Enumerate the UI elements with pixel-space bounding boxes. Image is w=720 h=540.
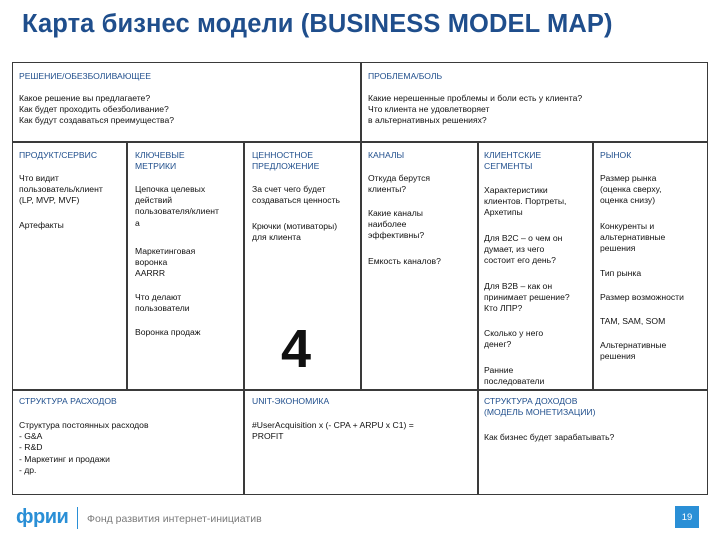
- metrics-item-user-actions: Что делают пользователи: [135, 292, 190, 314]
- page-title: Карта бизнес модели (BUSINESS MODEL MAP): [22, 10, 613, 38]
- segments-item-characteristics: Характеристики клиентов. Портреты, Архетипы: [484, 185, 567, 218]
- segments-item-money: Сколько у него денег?: [484, 328, 544, 350]
- channels-header: КАНАЛЫ: [368, 150, 405, 160]
- costs-body: Структура постоянных расходов - G&A - R&D - Маркетинг и продажи - др.: [19, 420, 149, 475]
- big-number: 4: [281, 319, 312, 379]
- metrics-item-sales-funnel: Воронка продаж: [135, 327, 201, 337]
- market-item-tam-sam-som: TAM, SAM, SOM: [600, 316, 666, 326]
- segments-item-early-adopters: Ранние последователи: [484, 365, 545, 387]
- market-item-opportunity: Размер возможности: [600, 292, 684, 302]
- market-header: РЫНОК: [600, 150, 632, 160]
- market-item-size: Размер рынка (оценка сверху, оценка снизу): [600, 173, 662, 206]
- product-item-what-user-sees: Что видит пользователь/клиент (LP, MVP, MVF): [19, 173, 103, 206]
- channels-item-capacity: Емкость каналов?: [368, 256, 441, 266]
- unit-economics-formula: #UserAcquisition x (- CPA + ARPU x C1) = PROFIT: [252, 420, 414, 442]
- channels-item-effective: Какие каналы наиболее эффективны?: [368, 208, 425, 241]
- footer-divider: [77, 507, 78, 529]
- value-item-hooks: Крючки (мотиваторы) для клиента: [252, 221, 338, 243]
- segments-item-b2c: Для B2C – о чем он думает, из чего состоит его день?: [484, 233, 563, 266]
- value-header: ЦЕННОСТНОЕ ПРЕДЛОЖЕНИЕ: [252, 150, 320, 172]
- metrics-header: КЛЮЧЕВЫЕ МЕТРИКИ: [135, 150, 185, 172]
- segments-item-b2b: Для B2B – как он принимает решение? Кто ЛПР?: [484, 281, 570, 314]
- market-item-type: Тип рынка: [600, 268, 642, 278]
- revenue-body: Как бизнес будет зарабатывать?: [484, 432, 615, 442]
- costs-header: СТРУКТУРА РАСХОДОВ: [19, 396, 117, 406]
- solution-header: РЕШЕНИЕ/ОБЕЗБОЛИВАЮЩЕЕ: [19, 71, 151, 81]
- value-item-value-creation: За счет чего будет создаваться ценность: [252, 184, 341, 206]
- market-item-competitors: Конкуренты и альтернативные решения: [600, 221, 666, 254]
- footer-org-name: Фонд развития интернет-инициатив: [87, 513, 262, 525]
- problem-body: Какие нерешенные проблемы и боли есть у клиента? Что клиента не удовлетворяет в альтернативных решениях?: [368, 93, 583, 126]
- product-item-artifacts: Артефакты: [19, 220, 64, 230]
- page-number: 19: [675, 506, 699, 528]
- market-item-alternatives: Альтернативные решения: [600, 340, 667, 362]
- fri-logo: фрии: [16, 506, 69, 528]
- revenue-header: СТРУКТУРА ДОХОДОВ (МОДЕЛЬ МОНЕТИЗАЦИИ): [484, 396, 596, 418]
- channels-item-source: Откуда берутся клиенты?: [368, 173, 431, 195]
- segments-header: КЛИЕНТСКИЕ СЕГМЕНТЫ: [484, 150, 542, 172]
- metrics-item-action-chain: Цепочка целевых действий пользователя/клиент а: [135, 184, 219, 228]
- product-header: ПРОДУКТ/СЕРВИС: [19, 150, 98, 160]
- unit-economics-header: UNIT-ЭКОНОМИКА: [252, 396, 330, 406]
- solution-body: Какое решение вы предлагаете? Как будет проходить обезболивание? Как будут создаваться преимущества?: [19, 93, 175, 126]
- metrics-item-aarrr: Маркетинговая воронка AARRR: [135, 246, 196, 279]
- problem-header: ПРОБЛЕМА/БОЛЬ: [368, 71, 443, 81]
